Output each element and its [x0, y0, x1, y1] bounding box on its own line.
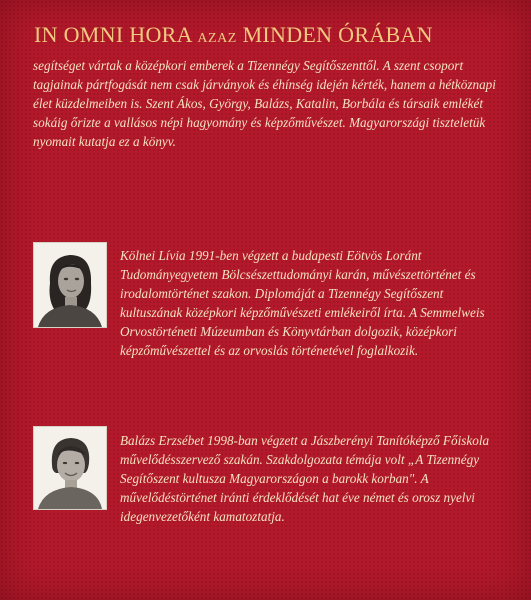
author-photo-balazs	[33, 426, 107, 510]
title-connector: AZAZ	[197, 31, 237, 46]
author-bio-kolnei: Kölnei Lívia 1991-ben végzett a budapesti Eötvös Loránt Tudományegyetem Bölcsészettudományi karán, művészettörténet és irodalomtörténet szakon. Diplomáját a Tizennégy Segítőszent kultuszának középkori képzőművészeti emlékeiről írta. A Semmelweis Orvostörténeti Múzeumban és Könyvtárban dolgozik, középkori képzőművészettel és az orvoslás történetével foglalkozik.	[120, 248, 485, 358]
intro-paragraph: segítséget vártak a középkori emberek a Tizennégy Segítőszenttől. A szent csoport tagjainak pártfogását nem csak járványok és éhínség idején kérték, hanem a hétköznapi élet küzdelmeiben is. Szent Ákos, György, Balázs, Katalin, Borbála és társaik emlékét sokáig őrizte a vallásos népi hagyomány és képzőművészet. Magyarországi tiszteletük nyomait kutatja ez a könyv.	[33, 58, 496, 149]
title-latin: IN OMNI HORA	[34, 22, 192, 47]
title-hungarian: MINDEN ÓRÁBAN	[242, 22, 433, 47]
author-bio-balazs: Balázs Erzsébet 1998-ban végzett a Jászberényi Tanítóképző Főiskola művelődésszervező szakán. Szakdolgozata témája volt „A Tizennégy Segítőszent kultusza Magyarországon a barokk korban". A művelődéstörténet iránti érdeklődését hat éve német és orosz nyelvi idegenvezetőként kamatoztatja.	[120, 433, 490, 524]
author-photo-kolnei	[33, 242, 107, 328]
cover-title	[34, 22, 504, 48]
